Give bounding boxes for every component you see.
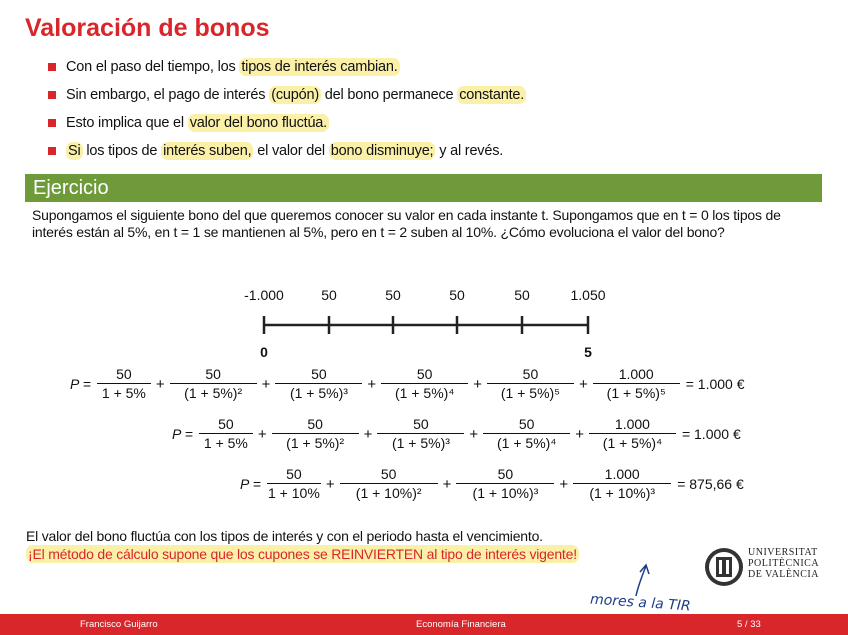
fraction-numerator: 1.000	[593, 366, 680, 384]
footer-author: Francisco Guijarro	[80, 619, 158, 630]
exercise-text: Supongamos el siguiente bono del que queremos conocer su valor en cada instante t. Supongamos que en t = 0 los tipos de interés están al 5%, en t = 1 se mantienen al 5%, pero en t = 2 suben al 10%. ¿Cómo evoluciona el valor del bono?	[32, 207, 781, 240]
cash-flow: 1.050	[570, 287, 606, 303]
slide-title: Valoración de bonos	[25, 14, 270, 42]
fraction-numerator: 1.000	[573, 466, 671, 484]
timeline-start-label: 0	[260, 344, 268, 360]
equation-row	[240, 464, 744, 504]
fraction-numerator: 50	[97, 366, 151, 384]
fraction-denominator: (1 + 10%)²	[355, 485, 422, 501]
fraction-denominator: 1 + 5%	[101, 385, 146, 401]
plus-sign: +	[261, 375, 271, 393]
fraction-numerator: 50	[377, 416, 464, 434]
fraction	[487, 366, 574, 402]
fraction-numerator: 1.000	[589, 416, 676, 434]
fraction-numerator: 50	[340, 466, 438, 484]
footer	[0, 614, 848, 635]
fraction-denominator: (1 + 10%)³	[472, 485, 539, 501]
plus-sign: +	[442, 475, 452, 493]
fraction-denominator: (1 + 10%)³	[589, 485, 656, 501]
highlight: bono disminuye;	[330, 143, 434, 159]
fraction-denominator: 1 + 10%	[268, 485, 320, 501]
handwritten-note: mores a la TIR	[589, 591, 692, 615]
plus-sign: +	[363, 425, 373, 443]
plus-sign: +	[325, 475, 335, 493]
fraction	[593, 366, 680, 402]
equation-lhs: P =	[240, 476, 261, 492]
fraction-numerator: 50	[456, 466, 554, 484]
fraction	[267, 466, 321, 502]
fraction	[381, 366, 468, 402]
equation-row	[172, 414, 741, 454]
bullet-square-icon	[48, 147, 56, 155]
fraction-denominator: (1 + 5%)²	[286, 435, 345, 451]
fraction	[483, 416, 570, 452]
conclusion-text: El valor del bono fluctúa con los tipos de interés y con el periodo hasta el vencimiento.	[26, 528, 543, 544]
cash-flow: 50	[514, 287, 530, 303]
fraction	[377, 416, 464, 452]
fraction-denominator: (1 + 5%)⁴	[497, 435, 557, 451]
plus-sign: +	[155, 375, 165, 393]
fraction-numerator: 50	[170, 366, 257, 384]
bullet-square-icon	[48, 91, 56, 99]
fraction	[456, 466, 554, 502]
equation-row	[70, 364, 745, 404]
equation-lhs: P =	[172, 426, 193, 442]
bullet-square-icon	[48, 119, 56, 127]
fraction-denominator: (1 + 5%)⁵	[500, 385, 560, 401]
plus-sign: +	[575, 425, 584, 443]
plus-sign: +	[578, 375, 588, 393]
equation-result: = 1.000 €	[681, 426, 741, 442]
plus-sign: +	[257, 425, 267, 443]
fraction-denominator: (1 + 5%)⁵	[606, 385, 666, 401]
timeline	[255, 313, 600, 343]
equation-result: = 1.000 €	[685, 376, 745, 392]
bullet-item: Sin embargo, el pago de interés (cupón) del bono permanece constante.	[48, 85, 526, 113]
timeline-end-label: 5	[584, 344, 592, 360]
plus-sign: +	[367, 375, 377, 393]
cash-flow: 50	[385, 287, 401, 303]
cash-flow: 50	[449, 287, 465, 303]
footer-page: 5 / 33	[737, 619, 761, 630]
bullet-item: Esto implica que el valor del bono fluctúa.	[48, 113, 526, 141]
fraction-numerator: 50	[483, 416, 570, 434]
fraction	[340, 466, 438, 502]
fraction-numerator: 50	[381, 366, 468, 384]
cash-flow: 50	[321, 287, 337, 303]
fraction-denominator: (1 + 5%)³	[289, 385, 348, 401]
equation-result: = 875,66 €	[677, 476, 744, 492]
fraction	[573, 466, 671, 502]
fraction-numerator: 50	[199, 416, 253, 434]
fraction	[589, 416, 676, 452]
fraction-denominator: 1 + 5%	[203, 435, 248, 451]
fraction-denominator: (1 + 5%)⁴	[602, 435, 663, 451]
plus-sign: +	[559, 475, 569, 493]
plus-sign: +	[473, 375, 482, 393]
fraction-numerator: 50	[487, 366, 574, 384]
fraction-denominator: (1 + 5%)³	[391, 435, 450, 451]
fraction	[170, 366, 257, 402]
highlight: (cupón)	[271, 87, 319, 103]
bullet-item: Con el paso del tiempo, los tipos de interés cambian.	[48, 57, 526, 85]
fraction	[272, 416, 359, 452]
bullet-item: Si los tipos de interés suben, el valor del bono disminuye; y al revés.	[48, 141, 526, 169]
cash-flow: -1.000	[244, 287, 284, 303]
reinvestment-note: ¡El método de cálculo supone que los cupones se REINVIERTEN al tipo de interés vigente!	[28, 546, 577, 562]
highlight: valor del bono fluctúa.	[189, 115, 328, 131]
fraction	[275, 366, 362, 402]
exercise-heading: Ejercicio	[25, 174, 822, 202]
fraction	[97, 366, 151, 402]
footer-course: Economía Financiera	[416, 619, 506, 630]
highlight: interés suben,	[163, 143, 252, 159]
fraction	[199, 416, 253, 452]
highlight: Si	[68, 143, 81, 159]
fraction-numerator: 50	[272, 416, 359, 434]
fraction-numerator: 50	[267, 466, 321, 484]
fraction-denominator: (1 + 5%)⁴	[395, 385, 455, 401]
highlight: tipos de interés cambian.	[241, 59, 398, 75]
equation-lhs: P =	[70, 376, 91, 392]
plus-sign: +	[469, 425, 479, 443]
bullet-square-icon	[48, 63, 56, 71]
highlight: constante.	[459, 87, 525, 103]
fraction-numerator: 50	[275, 366, 362, 384]
bullet-list	[48, 57, 526, 169]
fraction-denominator: (1 + 5%)²	[184, 385, 243, 401]
university-name: UNIVERSITAT POLITÈCNICA DE VALÈNCIA	[748, 547, 820, 580]
